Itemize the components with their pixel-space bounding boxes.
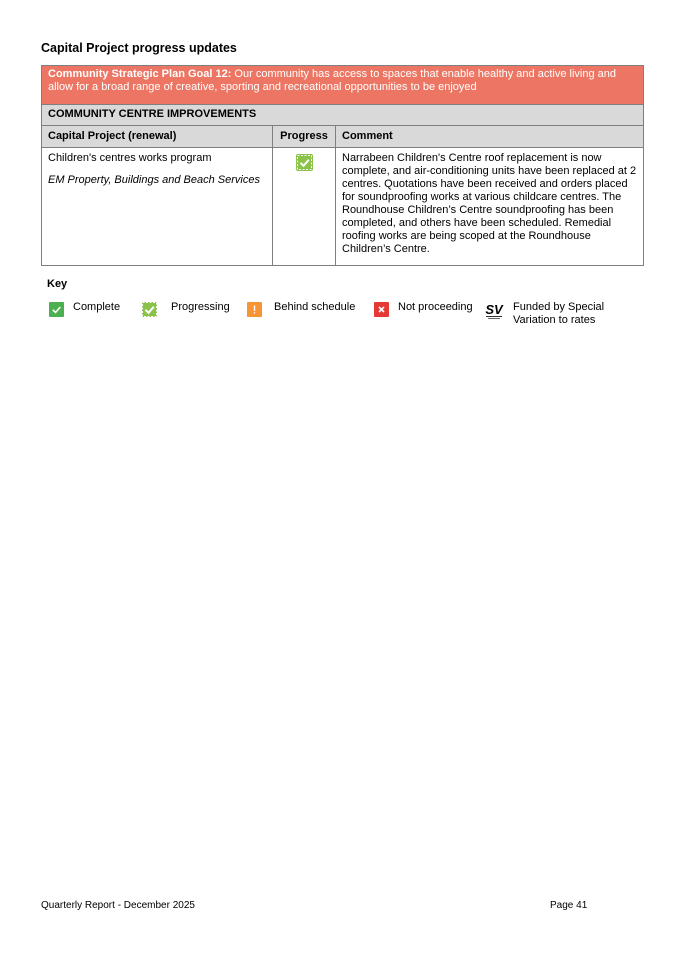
key-title: Key <box>47 278 68 290</box>
special-variation-icon <box>484 300 504 320</box>
footer-page-number: Page 41 <box>550 900 588 911</box>
goal-label: Community Strategic Plan Goal 12: <box>48 68 232 80</box>
project-owner: EM Property, Buildings and Beach Services <box>48 174 260 186</box>
key-label-progressing: Progressing <box>171 301 230 313</box>
page-heading: Capital Project progress updates <box>41 41 237 55</box>
goal-banner <box>42 66 644 105</box>
project-cell <box>42 148 273 266</box>
not-proceeding-icon <box>374 302 389 317</box>
section-title: COMMUNITY CENTRE IMPROVEMENTS <box>42 105 644 126</box>
column-header-comment: Comment <box>336 126 644 148</box>
column-header-project: Capital Project (renewal) <box>42 126 273 148</box>
key-label-complete: Complete <box>73 301 121 313</box>
comment-cell: Narrabeen Children's Centre roof replacement is now complete, and air-conditioning units have been replaced at 2 centres. Quotations have been received and orders placed for soundproofing works at various childcare centres. The Roundhouse Children’s Centre soundproofing has been completed, and others have been scheduled. Remedial roofing works are being scoped at the Roundhouse Children’s Centre. <box>336 148 644 266</box>
capital-projects-table <box>41 65 644 266</box>
complete-icon <box>49 302 64 317</box>
goal-row <box>42 66 644 105</box>
column-header-progress: Progress <box>273 126 336 148</box>
column-header-row <box>42 126 644 148</box>
key-label-behind-schedule: Behind schedule <box>274 301 356 313</box>
goal-text: Our community has access to spaces that enable healthy and active living and allow for a broad range of creative, sporting and recreational opportunities to be enjoyed <box>48 68 616 93</box>
key-label-not-proceeding: Not proceeding <box>398 301 473 313</box>
progressing-icon <box>296 154 313 175</box>
progress-cell <box>273 148 336 266</box>
footer-report-title: Quarterly Report - December 2025 <box>41 900 195 911</box>
key-label-special-variation: Funded by Special Variation to rates <box>513 301 605 326</box>
sv-logo-text: SV <box>485 302 503 317</box>
section-row <box>42 105 644 126</box>
project-name: Children's centres works program <box>48 152 212 164</box>
table-row <box>42 148 644 266</box>
progressing-icon <box>142 302 157 317</box>
behind-schedule-icon <box>247 302 262 317</box>
